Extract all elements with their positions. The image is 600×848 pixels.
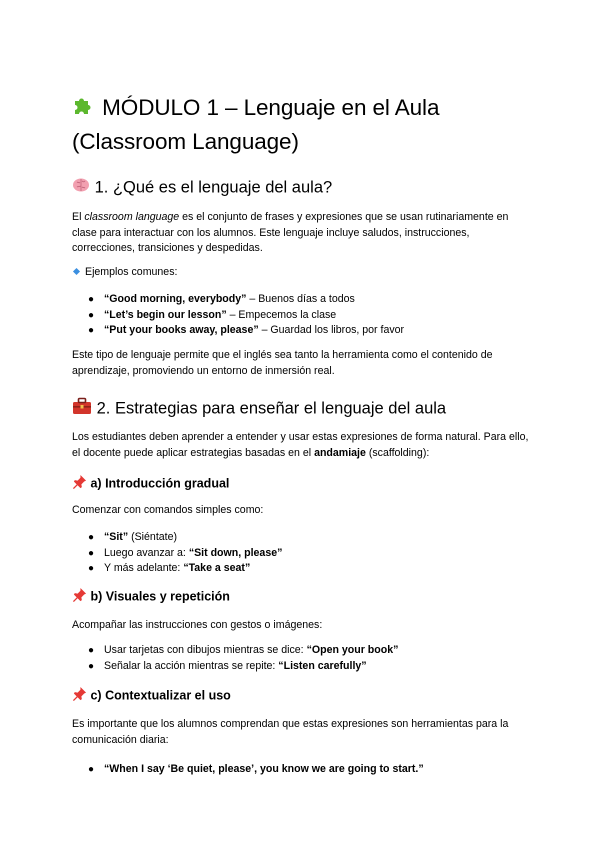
section1-paragraph-2: Este tipo de lenguaje permite que el inglés sea tanto la herramienta como el contenido de aprendizaje, promoviendo un entorno de inmersión real. (72, 349, 493, 377)
title-text: MÓDULO 1 – Lenguaje en el Aula (Classroom Language) (72, 95, 440, 154)
list-item: ● Usar tarjetas con dibujos mientras se dice: “Open your book” (88, 644, 399, 656)
subsection-b-text: Acompañar las instrucciones con gestos o imágenes: (72, 619, 323, 631)
subsection-c-text: Es importante que los alumnos comprendan que estas expresiones son herramientas para la comunicación diaria: (72, 718, 509, 746)
section2-heading: 2. Estrategias para enseñar el lenguaje del aula (72, 397, 446, 421)
brain-icon (72, 176, 90, 200)
andamiaje-term: andamiaje (314, 446, 366, 459)
subsection-b-heading: b) Visuales y repetición (72, 587, 230, 607)
pushpin-icon (72, 686, 87, 706)
subsection-a-list (88, 530, 528, 577)
subsection-c-list (88, 762, 528, 778)
pushpin-icon (72, 474, 87, 494)
toolbox-icon (72, 397, 92, 421)
list-item: ● “Sit” (Siéntate) (88, 531, 178, 543)
section1-heading: 1. ¿Qué es el lenguaje del aula? (72, 176, 332, 200)
small-blue-diamond-icon (73, 268, 80, 275)
examples-label: Ejemplos comunes: (72, 265, 177, 281)
section1-paragraph-1: El classroom language es el conjunto de frases y expresiones que se usan rutinariamente en clase para interactuar con los alumnos. Este lenguaje incluye saludos, instrucciones, correcciones, transiciones y despedidas. (72, 211, 509, 254)
examples-list (88, 292, 528, 339)
list-item: ● “Let’s begin our lesson” – Empecemos la clase (88, 308, 337, 321)
list-item: ● Y más adelante: “Take a seat” (88, 562, 251, 574)
list-item: ● “Put your books away, please” – Guardad los libros, por favor (88, 324, 405, 336)
list-item: ● Luego avanzar a: “Sit down, please” (88, 546, 283, 559)
classroom-language-term: classroom language (84, 211, 180, 223)
puzzle-icon (72, 93, 96, 126)
list-item: ● Señalar la acción mientras se repite: “Listen carefully” (88, 659, 367, 672)
subsection-c-heading: c) Contextualizar el uso (72, 686, 231, 706)
page-title (72, 92, 542, 158)
subsection-a-heading: a) Introducción gradual (72, 474, 229, 494)
section2-intro: Los estudiantes deben aprender a entender y usar estas expresiones de forma natural. Para ello, el docente puede aplicar estrategias basadas en el andamiaje (scaffolding): (72, 431, 529, 459)
subsection-b-list (88, 643, 528, 674)
list-item: ● “When I say ‘Be quiet, please’, you know we are going to start.” (88, 763, 424, 775)
pushpin-icon (72, 587, 87, 607)
subsection-a-text: Comenzar con comandos simples como: (72, 504, 264, 516)
list-item: ● “Good morning, everybody” – Buenos días a todos (88, 293, 355, 305)
